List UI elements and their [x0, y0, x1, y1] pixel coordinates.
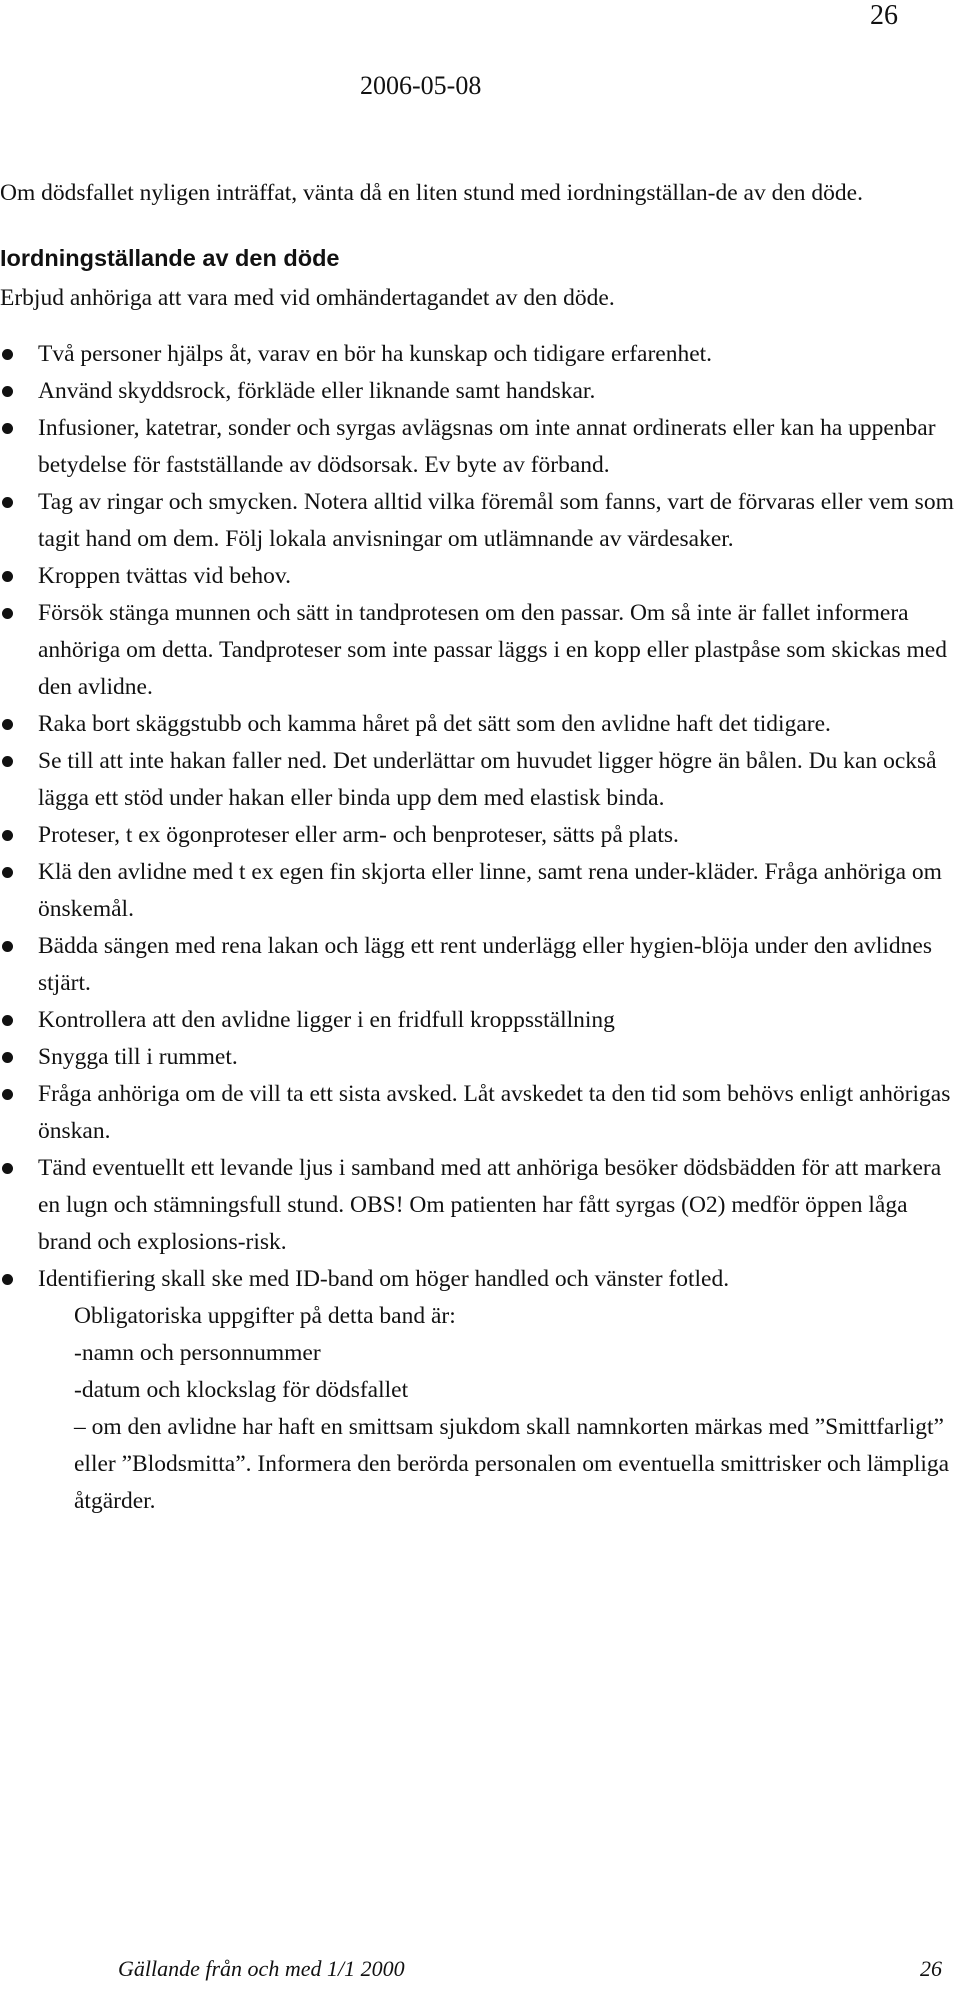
bullet-icon [2, 1015, 13, 1026]
list-item-text: Använd skyddsrock, förkläde eller liknande samt handskar. [38, 378, 596, 404]
bullet-icon [2, 386, 13, 397]
bullet-icon [2, 1274, 13, 1285]
list-item-text: Infusioner, katetrar, sonder och syrgas avlägsnas om inte annat ordinerats eller kan ha uppenbar betydelse för fastställande av dödsorsak. Ev byte av förband. [38, 415, 936, 478]
list-item-text: Tänd eventuellt ett levande ljus i samband med att anhöriga besöker dödsbädden för att markera en lugn och stämningsfull stund. OBS! Om patienten har fått syrgas (O2) medför öppen låga brand och explosions-risk. [38, 1155, 942, 1255]
list-item-text: Klä den avlidne med t ex egen fin skjorta eller linne, samt rena under-kläder. Fråga anhöriga om önskemål. [38, 859, 942, 922]
document-body [0, 175, 960, 1520]
footer-validity: Gällande från och med 1/1 2000 [118, 1956, 405, 1981]
list-item-text: Bädda sängen med rena lakan och lägg ett rent underlägg eller hygien-blöja under den avlidnes stjärt. [38, 933, 932, 996]
list-item [0, 1150, 958, 1261]
id-band-intro: Obligatoriska uppgifter på detta band är: [74, 1303, 456, 1329]
id-band-line-infection: – om den avlidne har haft en smittsam sjukdom skall namnkorten märkas med ”Smittfarligt” eller ”Blodsmitta”. Informera den berörda personalen om eventuella smittrisker och lämpliga åtgärder. [74, 1414, 950, 1514]
list-item-text: Proteser, t ex ögonproteser eller arm- och benproteser, sätts på plats. [38, 822, 679, 848]
bullet-icon [2, 1089, 13, 1100]
list-item [0, 743, 958, 817]
bullet-icon [2, 423, 13, 434]
intro-paragraph: Om dödsfallet nyligen inträffat, vänta då en liten stund med iordningställan-de av den döde. [0, 180, 863, 206]
list-item-text: Identifiering skall ske med ID-band om höger handled och vänster fotled. [38, 1266, 730, 1292]
list-item [0, 928, 958, 1002]
list-item [0, 558, 958, 595]
list-item-text: Två personer hjälps åt, varav en bör ha kunskap och tidigare erfarenhet. [38, 341, 713, 367]
list-item-text: Se till att inte hakan faller ned. Det underlättar om huvudet ligger högre än bålen. Du kan också lägga ett stöd under hakan eller binda upp dem med elastisk binda. [38, 748, 937, 811]
id-band-line-name: -namn och personnummer [74, 1340, 321, 1366]
list-item [0, 1002, 958, 1039]
bullet-icon [2, 941, 13, 952]
list-item [0, 1039, 958, 1076]
list-item-text: Kontrollera att den avlidne ligger i en fridfull kroppsställning [38, 1007, 615, 1033]
bullet-icon [2, 497, 13, 508]
section-lead: Erbjud anhöriga att vara med vid omhändertagandet av den döde. [0, 285, 615, 311]
list-item-text: Tag av ringar och smycken. Notera alltid vilka föremål som fanns, vart de förvaras eller vem som tagit hand om dem. Följ lokala anvisningar om utlämnande av värdesaker. [38, 489, 954, 552]
list-item [0, 706, 958, 743]
list-item-text: Raka bort skäggstubb och kamma håret på det sätt som den avlidne haft det tidigare. [38, 711, 831, 737]
list-item [0, 1261, 958, 1520]
list-item [0, 595, 958, 706]
list-item [0, 484, 958, 558]
footer-page-number: 26 [920, 1956, 942, 1981]
bullet-icon [2, 756, 13, 767]
document-date: 2006-05-08 [360, 71, 482, 100]
bullet-icon [2, 571, 13, 582]
list-item-text: Fråga anhöriga om de vill ta ett sista avsked. Låt avskedet ta den tid som behövs enligt anhörigas önskan. [38, 1081, 951, 1144]
list-item [0, 336, 958, 373]
bullet-icon [2, 608, 13, 619]
list-item-text: Försök stänga munnen och sätt in tandprotesen om den passar. Om så inte är fallet informera anhöriga om detta. Tandproteser som inte passar läggs i en kopp eller plastpåse som skickas med den avlidne. [38, 600, 947, 700]
list-item [0, 1076, 958, 1150]
list-item [0, 817, 958, 854]
section-heading: Iordningställande av den döde [0, 245, 340, 271]
list-item-text: Kroppen tvättas vid behov. [38, 563, 292, 589]
bullet-icon [2, 1163, 13, 1174]
list-item-text: Snygga till i rummet. [38, 1044, 238, 1070]
bullet-icon [2, 1052, 13, 1063]
list-item [0, 854, 958, 928]
procedure-list [0, 336, 960, 1520]
list-item [0, 410, 958, 484]
bullet-icon [2, 349, 13, 360]
bullet-icon [2, 830, 13, 841]
list-item [0, 373, 958, 410]
page-number: 26 [870, 0, 898, 31]
id-band-requirements [74, 1298, 954, 1520]
bullet-icon [2, 867, 13, 878]
bullet-icon [2, 719, 13, 730]
id-band-line-datetime: -datum och klockslag för dödsfallet [74, 1377, 409, 1403]
